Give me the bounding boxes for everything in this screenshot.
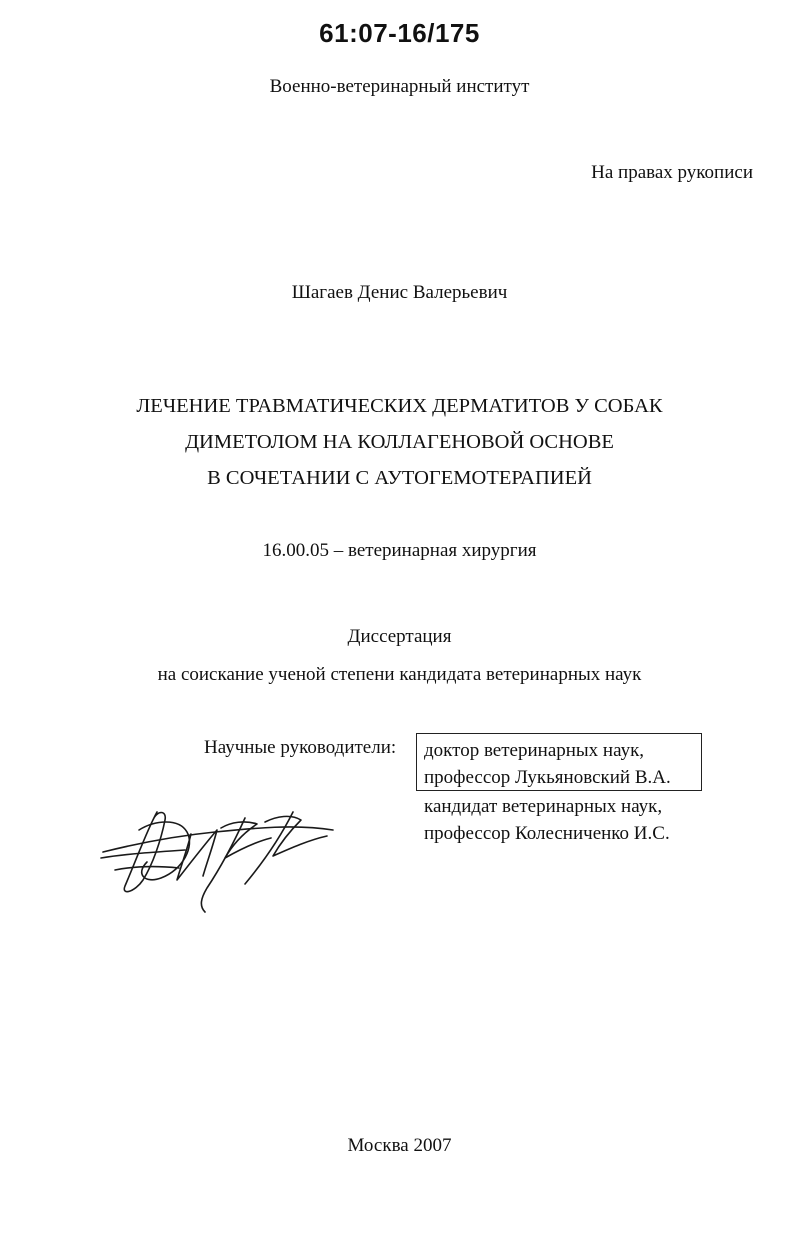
dissertation-title xyxy=(0,388,799,496)
second-supervisor-name: профессор Колесниченко И.С. xyxy=(424,823,670,844)
first-supervisor-name: профессор Лукьяновский В.А. xyxy=(424,767,671,788)
handwritten-signature xyxy=(95,800,340,915)
city-year: Москва 2007 xyxy=(347,1135,452,1156)
degree-statement: на соискание ученой степени кандидата ветеринарных наук xyxy=(157,664,642,685)
rights-note: На правах рукописи xyxy=(591,162,753,183)
catalog-number: 61:07-16/175 xyxy=(319,18,480,48)
author-name: Шагаев Денис Валерьевич xyxy=(291,282,508,303)
institute-name: Военно-ветеринарный институт xyxy=(269,76,530,97)
first-supervisor-degree: доктор ветеринарных наук, xyxy=(424,740,645,761)
second-supervisor-degree: кандидат ветеринарных наук, xyxy=(424,796,663,817)
document-type: Диссертация xyxy=(347,626,452,647)
specialty-code: 16.00.05 – ветеринарная хирургия xyxy=(262,540,537,561)
second-supervisor xyxy=(424,793,670,847)
title-line-2: ДИМЕТОЛОМ НА КОЛЛАГЕНОВОЙ ОСНОВЕ xyxy=(185,431,614,453)
title-line-1: ЛЕЧЕНИЕ ТРАВМАТИЧЕСКИХ ДЕРМАТИТОВ У СОБАК xyxy=(136,395,663,417)
title-line-3: В СОЧЕТАНИИ С АУТОГЕМОТЕРАПИЕЙ xyxy=(207,467,592,489)
supervisors-label: Научные руководители: xyxy=(204,737,397,758)
first-supervisor xyxy=(424,737,671,791)
